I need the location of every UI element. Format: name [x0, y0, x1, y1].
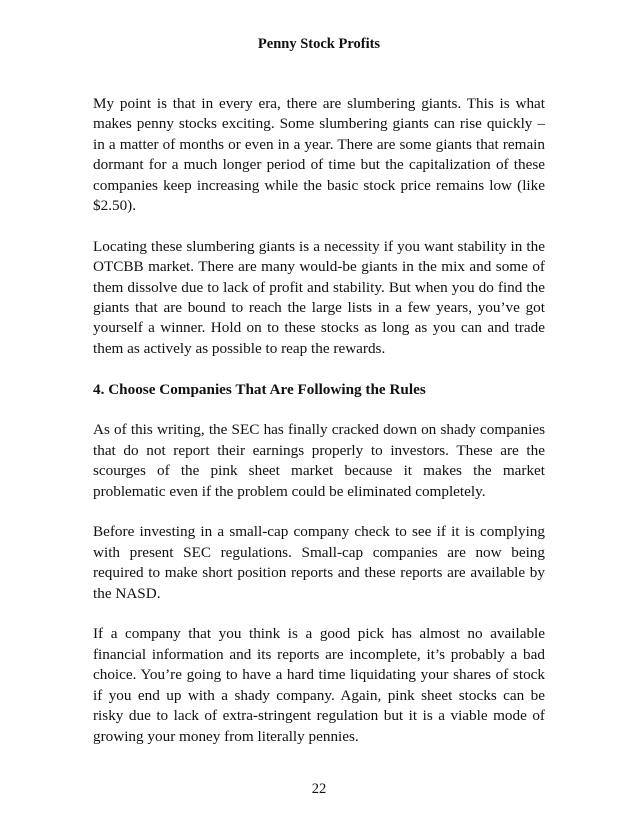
paragraph: If a company that you think is a good pick has almost no available financial information and its reports are incomplete, it’s probably a bad choice. You’re going to have a hard time liquidating your shares of stock if you end up with a shady company. Again, pink sheet stocks can be risky due to lack of extra-stringent regulation but it is a viable mode of growing your money from literally pennies.: [93, 625, 545, 745]
paragraph: Locating these slumbering giants is a necessity if you want stability in the OTCBB market. There are many would-be giants in the mix and some of them dissolve due to lack of profit and stability. But when you do find the giants that are bound to reach the large lists in a few years, you’ve got yourself a winner. Hold on to these stocks as long as you can and trade them as actively as possible to reap the rewards.: [93, 237, 545, 357]
section-heading: 4. Choose Companies That Are Following the Rules: [93, 380, 426, 398]
paragraph: My point is that in every era, there are slumbering giants. This is what makes penny stocks exciting. Some slumbering giants can rise quickly – in a matter of months or even in a year. There are some giants that remain dormant for a much longer period of time but the capitalization of these companies keep increasing while the basic stock price remains low (like $2.50).: [93, 95, 545, 215]
page-number: 22: [311, 781, 327, 797]
paragraph: Before investing in a small-cap company check to see if it is complying with present SEC regulations. Small-cap companies are now being required to make short position reports and these reports are available by the NASD.: [93, 523, 545, 602]
running-header: Penny Stock Profits: [257, 36, 381, 52]
paragraph: As of this writing, the SEC has finally cracked down on shady companies that do not report their earnings properly to investors. These are the scourges of the pink sheet market because it makes the market problematic even if the problem could be eliminated completely.: [93, 421, 545, 500]
page-body: [93, 94, 545, 767]
